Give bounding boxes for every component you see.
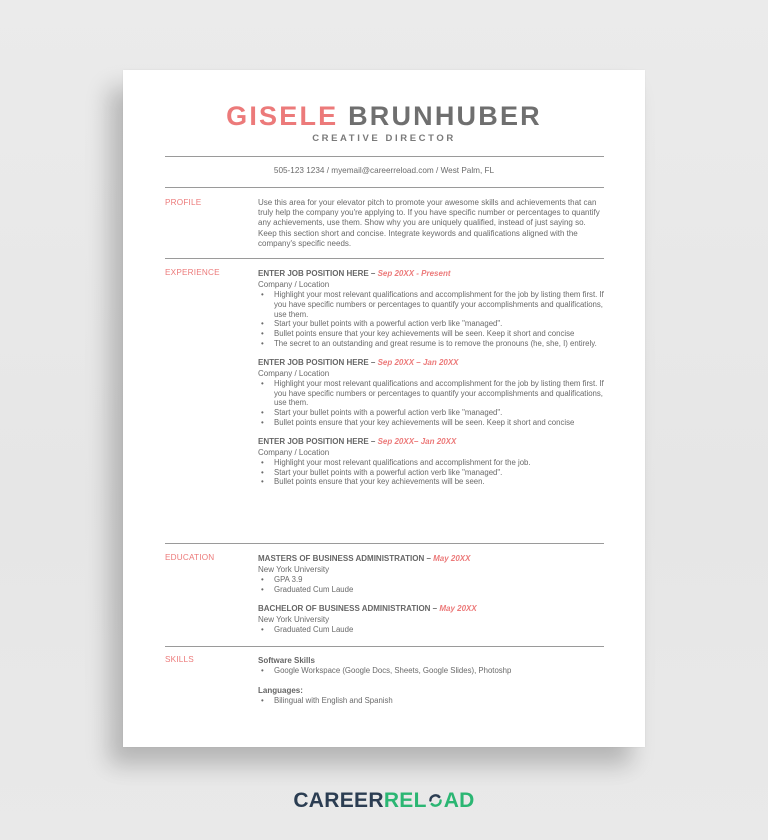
list-item: • Bullet points ensure that your key achievements will be seen. <box>261 477 485 487</box>
divider <box>165 187 604 188</box>
bullet-icon: • <box>261 467 264 477</box>
company-location: Company / Location <box>258 280 330 289</box>
list-item: • Bilingual with English and Spanish <box>261 695 393 705</box>
bullet-icon: • <box>261 575 264 584</box>
job-position: ENTER JOB POSITION HERE – <box>258 269 378 278</box>
divider <box>165 258 604 259</box>
list-item: • Start your bullet points with a powerful action verb like "managed". <box>261 319 503 329</box>
list-item: • Graduated Cum Laude <box>261 584 354 594</box>
last-name: BRUNHUBER <box>348 101 542 131</box>
bullet-icon: • <box>261 695 264 705</box>
logo-text-career: CAREER <box>293 789 384 812</box>
bullet-icon: • <box>261 329 264 339</box>
degree-name: MASTERS OF BUSINESS ADMINISTRATION – <box>258 554 434 563</box>
bullet-icon: • <box>261 319 264 329</box>
bullet-list <box>258 575 604 595</box>
school-name: New York University <box>258 565 330 574</box>
bullet-icon: • <box>261 477 264 487</box>
skill-group <box>258 655 604 676</box>
degree-entry <box>258 553 604 595</box>
school-name: New York University <box>258 614 330 624</box>
job-position: ENTER JOB POSITION HERE – <box>258 436 378 446</box>
resume-page <box>123 70 645 747</box>
job-entry <box>258 357 604 428</box>
list-item: • Highlight your most relevant qualifications and accomplishment for the job. <box>261 457 531 467</box>
job-title: CREATIVE DIRECTOR <box>312 133 456 144</box>
bullet-icon: • <box>261 408 264 418</box>
bullet-icon: • <box>261 338 264 348</box>
list-item: • The secret to an outstanding and great resume is to remove the pronouns (he, she, I) entirely. <box>261 338 597 348</box>
list-item: • GPA 3.9 <box>261 575 303 584</box>
bullet-icon: • <box>261 624 264 634</box>
divider <box>165 646 604 647</box>
skills-body <box>258 655 604 714</box>
degree-name: BACHELOR OF BUSINESS ADMINISTRATION – <box>258 603 440 613</box>
list-item: • Start your bullet points with a powerful action verb like "managed". <box>261 408 503 418</box>
degree-entry <box>258 603 604 635</box>
list-item: • Google Workspace (Google Docs, Sheets, Google Slides), Photoshp <box>261 666 512 675</box>
job-position: ENTER JOB POSITION HERE – <box>258 357 378 367</box>
company-location: Company / Location <box>258 447 330 457</box>
careerreload-logo <box>0 789 768 813</box>
experience-body <box>258 268 604 495</box>
list-item: • Highlight your most relevant qualifications and accomplishment for the job by listing them first. If you have specific numbers or percentages to quantify your accomplishments and qualifications, use them. <box>261 290 604 319</box>
section-label: SKILLS <box>165 655 194 664</box>
bullet-icon: • <box>261 378 264 388</box>
company-location: Company / Location <box>258 368 330 378</box>
bullet-icon: • <box>261 584 264 594</box>
divider <box>165 156 604 157</box>
skill-group <box>258 685 604 706</box>
logo-text-rel: REL <box>383 789 427 812</box>
job-dates: Sep 20XX– Jan 20XX <box>377 436 457 446</box>
first-name: GISELE <box>226 101 339 131</box>
bullet-icon: • <box>261 290 264 299</box>
bullet-icon: • <box>261 666 264 675</box>
skill-heading: Software Skills <box>258 656 315 665</box>
list-item: • Start your bullet points with a powerful action verb like "managed". <box>261 467 503 477</box>
job-entry <box>258 268 604 349</box>
bullet-icon: • <box>261 457 264 467</box>
list-item: • Highlight your most relevant qualifications and accomplishment for the job by listing them first. If you have specific numbers or percentages to quantify your accomplishments and qualifications, use them. <box>261 378 604 408</box>
bullet-list <box>258 290 604 349</box>
job-dates: Sep 20XX – Jan 20XX <box>377 357 459 367</box>
list-item: • Bullet points ensure that your key achievements will be seen. Keep it short and concise <box>261 329 575 339</box>
profile-text: Use this area for your elevator pitch to promote your awesome skills and achievements that can truly help the company you're applying to. If you have specific number or percentages to quantify any achievements, use them. Show why you are uniquely qualified, instead of just saying so. Keep this section short and concise. Integrate keywords and qualifications aligned with the company's specific needs. <box>258 198 600 248</box>
section-label: EXPERIENCE <box>165 268 220 277</box>
bullet-list <box>258 666 604 676</box>
list-item: • Bullet points ensure that your key achievements will be seen. Keep it short and concise <box>261 417 575 427</box>
degree-date: May 20XX <box>439 603 477 613</box>
logo-text-ad: AD <box>443 789 475 812</box>
refresh-icon <box>427 789 444 812</box>
contact-info: 505-123 1234 / myemail@careerreload.com / West Palm, FL <box>273 166 495 175</box>
list-item: • Graduated Cum Laude <box>261 624 354 634</box>
education-body <box>258 553 604 642</box>
skill-heading: Languages: <box>258 685 303 695</box>
bullet-list <box>258 379 604 428</box>
bullet-list <box>258 625 604 635</box>
divider <box>165 543 604 544</box>
bullet-list <box>258 696 604 706</box>
bullet-icon: • <box>261 417 264 427</box>
section-label: PROFILE <box>165 198 202 207</box>
candidate-name <box>123 100 645 132</box>
bullet-list <box>258 458 604 487</box>
section-label: EDUCATION <box>165 553 215 562</box>
degree-date: May 20XX <box>433 554 471 563</box>
job-entry <box>258 436 604 487</box>
job-dates: Sep 20XX - Present <box>377 269 451 278</box>
